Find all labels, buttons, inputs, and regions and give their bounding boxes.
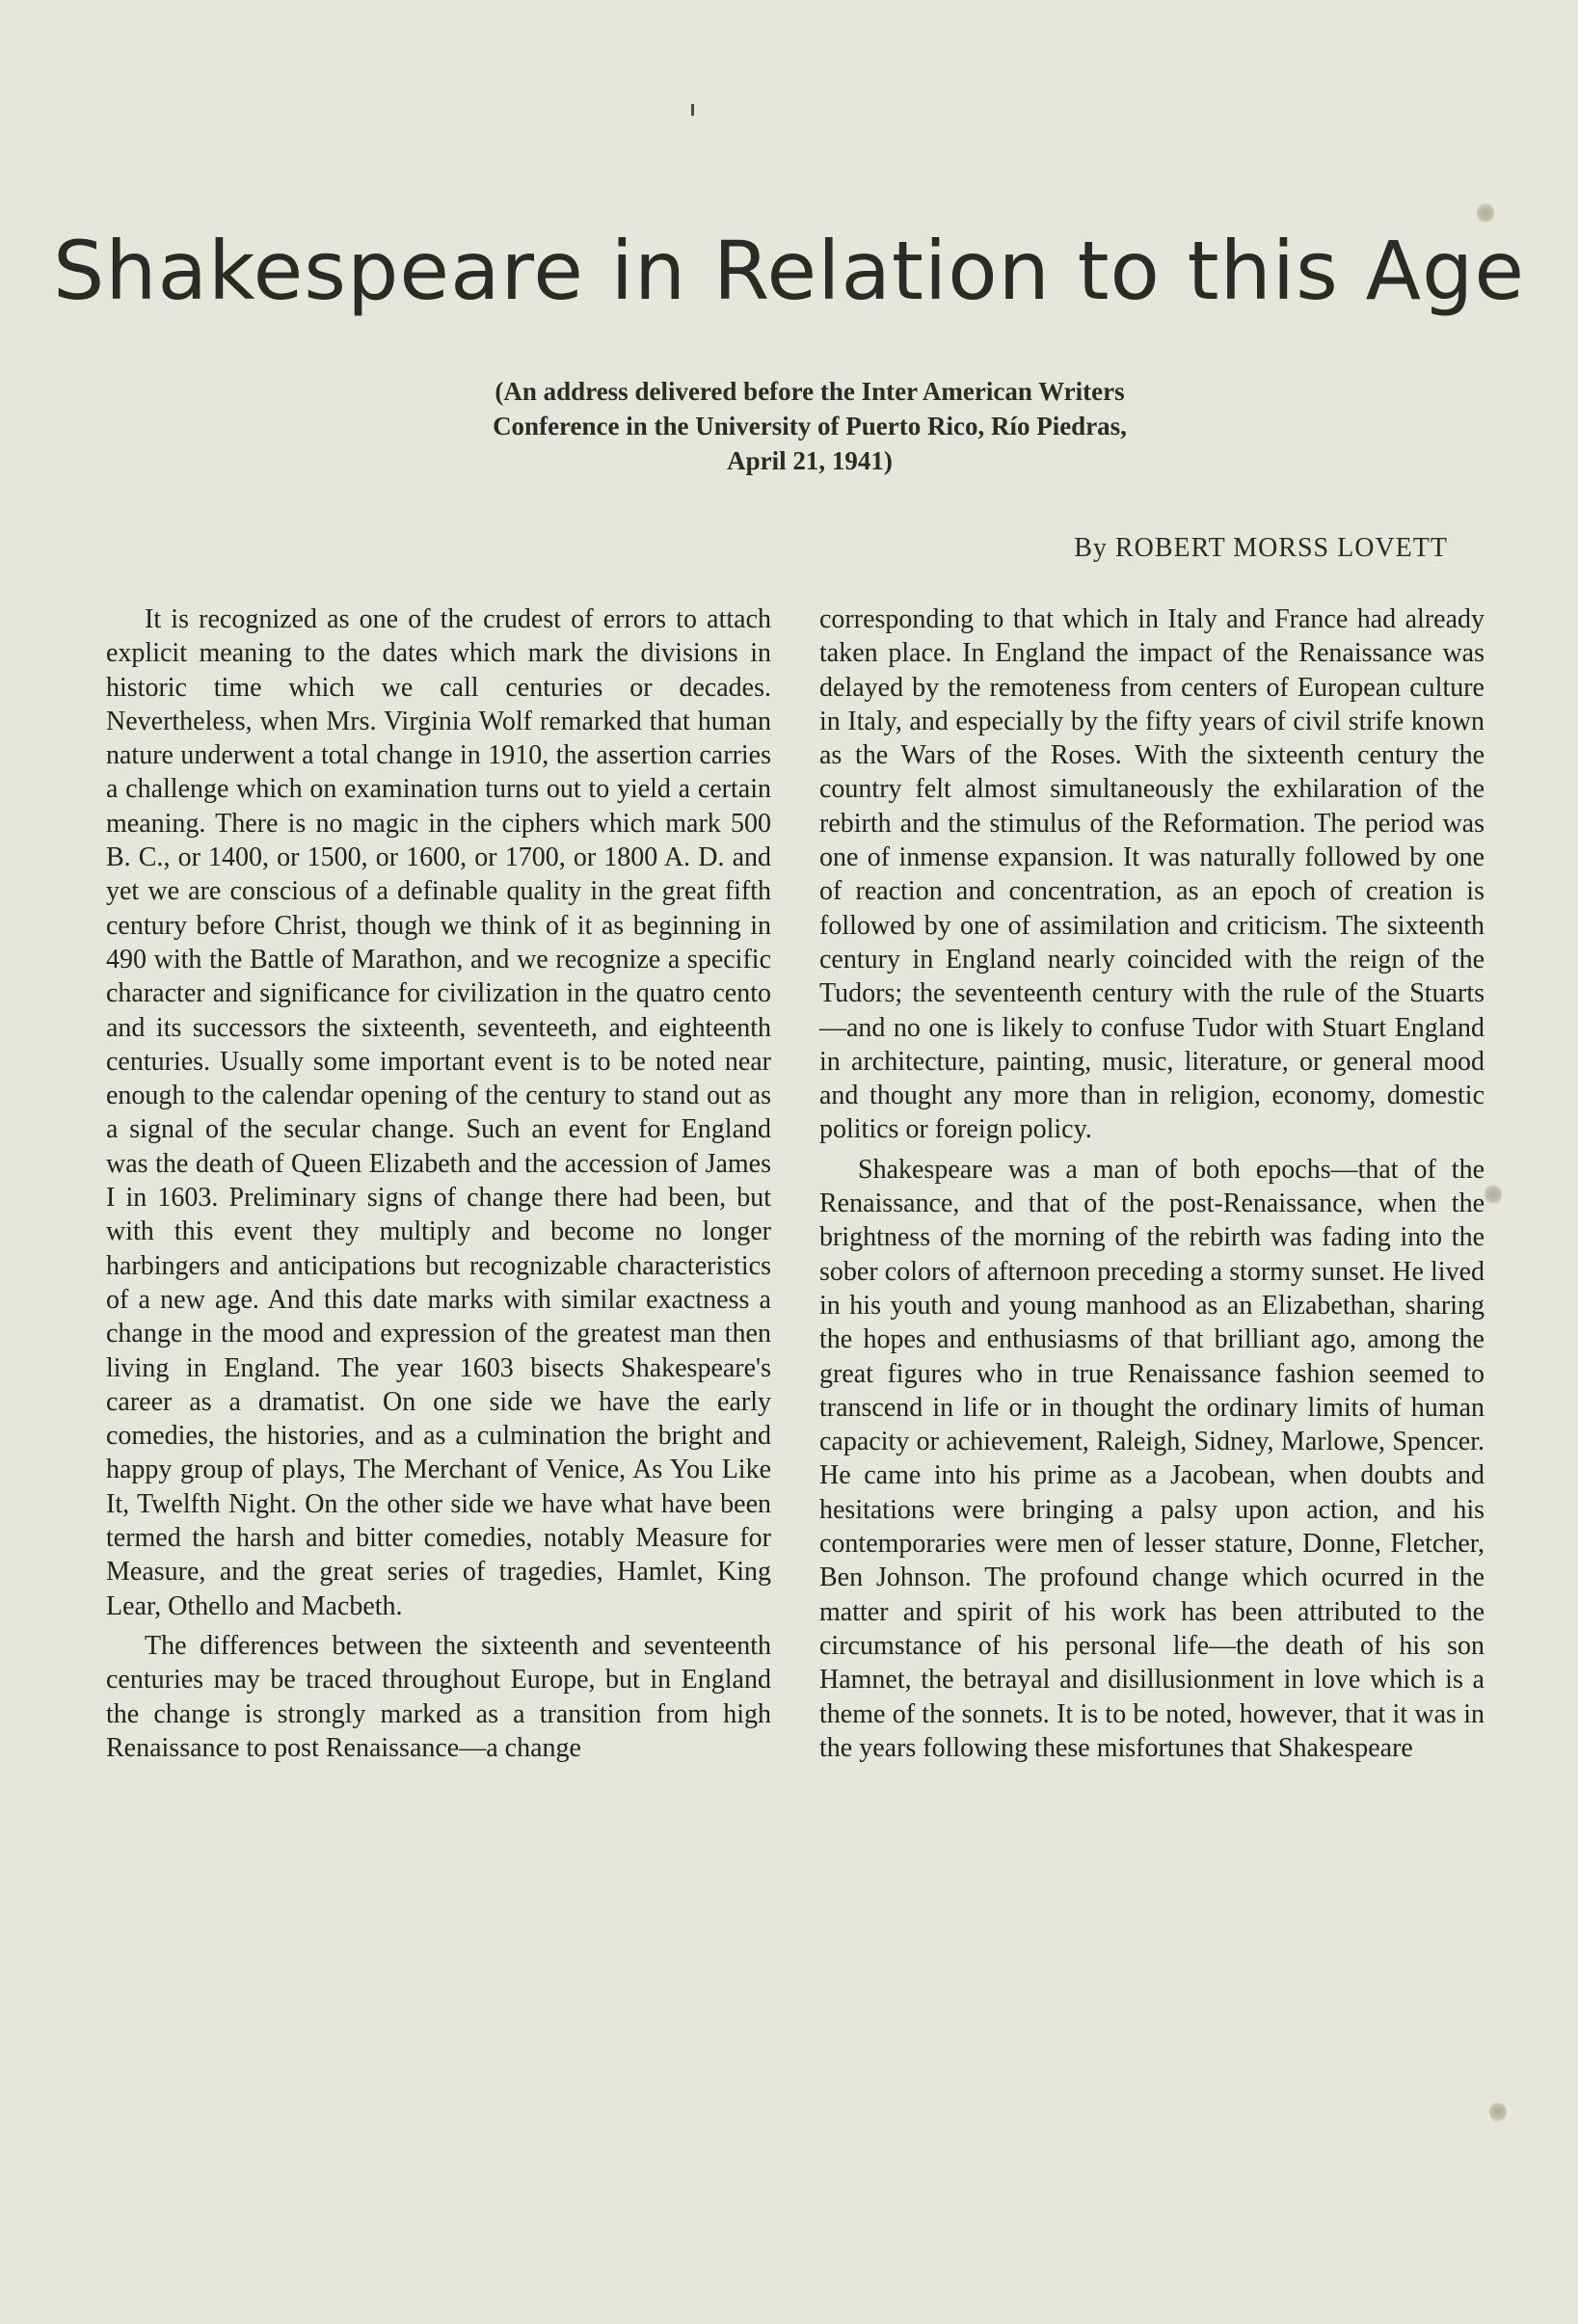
article-subtitle: (An address delivered before the Inter American Writers Conference in the University of Puerto Rico, Río Piedras, April 21, 1941)	[493, 377, 1127, 475]
paper-speck	[1477, 202, 1494, 224]
paragraph: It is recognized as one of the crudest of errors to attach explicit meaning to the dates which mark the divisions in historic time which we call centuries or decades. Nevertheless, when Mrs. Virginia Wolf remarked that human nature underwent a total change in 1910, the assertion carries a challenge which on examination turns out to yield a certain meaning. There is no magic in the ciphers which mark 500 B. C., or 1400, or 1500, or 1600, or 1700, or 1800 A. D. and yet we are conscious of a definable quality in the great fifth century before Christ, though we think of it as beginning in 490 with the Battle of Marathon, and we recognize a specific character and significance for civilization in the quatro cento and its successors the sixteenth, seventeeth, and eighteenth centuries. Usually some important event is to be noted near enough to the calendar opening of the century to stand out as a signal of the secular change. Such an event for England was the death of Queen Elizabeth and the accession of James I in 1603. Preliminary signs of change there had been, but with this event they multiply and become no longer harbingers and anticipations but recognizable characteristics of a new age. And this date marks with similar exactness a change in the mood and expression of the greatest man then living in England. The year 1603 bisects Shakespeare's career as a dramatist. On one side we have the early comedies, the histories, and as a culmination the bright and happy group of plays, The Merchant of Venice, As You Like It, Twelfth Night. On the other side we have what have been termed the harsh and bitter comedies, notably Measure for Measure, and the great series of tragedies, Hamlet, King Lear, Othello and Macbeth.	[106, 604, 771, 1621]
paragraph: Shakespeare was a man of both epochs—that of the Renaissance, and that of the post-Renaissance, when the brightness of the morning of the rebirth was fading into the sober colors of afternoon preceding a stormy sunset. He lived in his youth and young manhood as an Elizabethan, sharing the hopes and enthusiasms of that brilliant ago, among the great figures who in true Renaissance fashion seemed to transcend in life or in thought the ordinary limits of human capacity or achievement, Raleigh, Sidney, Marlowe, Spencer. He came into his prime as a Jacobean, when doubts and hesitations were bringing a palsy upon action, and his contemporaries were men of lesser stature, Donne, Fletcher, Ben Johnson. The profound change which ocurred in the matter and spirit of his work has been attributed to the circumstance of his personal life—the death of his son Hamnet, the betrayal and disillusionment in love which is a theme of the sonnets. It is to be noted, however, that it was in the years following these misfortunes that Shakespeare	[819, 1154, 1484, 1763]
right-column	[819, 602, 1484, 1765]
paragraph-continued: corresponding to that which in Italy and France had already taken place. In England the impact of the Renaissance was delayed by the remoteness from centers of European culture in Italy, and especially by the fifty years of civil strife known as the Wars of the Roses. With the sixteenth century the country felt almost simultaneously the exhilaration of the rebirth and the stimulus of the Reformation. The period was one of inmense expansion. It was naturally followed by one of reaction and concentration, as an epoch of creation is followed by one of assimilation and criticism. The sixteenth century in England nearly coincided with the reign of the Tudors; the seventeenth century with the rule of the Stuarts—and no one is likely to confuse Tudor with Stuart England in architecture, painting, music, literature, or general mood and thought any more than in religion, economy, domestic politics or foreign policy.	[819, 604, 1484, 1145]
page-mark	[691, 104, 694, 116]
paper-speck	[1484, 1184, 1502, 1205]
page-title: Shakespeare in Relation to this Age	[52, 224, 1526, 318]
paragraph: The differences between the sixteenth and seventeenth centuries may be traced throughout Europe, but in England the change is strongly marked as a transition from high Renaissance to post Renaissance—a change	[106, 1630, 771, 1763]
author-byline: By ROBERT MORSS LOVETT	[1074, 533, 1448, 563]
paper-speck	[1489, 2101, 1507, 2123]
left-column	[106, 602, 771, 1765]
